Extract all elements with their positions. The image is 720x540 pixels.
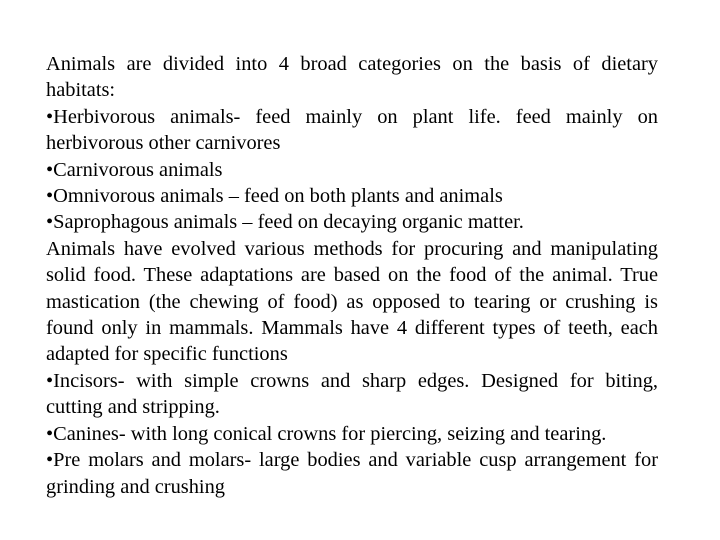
bullet-icon: • bbox=[46, 449, 54, 472]
category-text: Carnivorous animals bbox=[53, 158, 223, 181]
category-item-saprophagous bbox=[46, 209, 658, 235]
teeth-item-molars bbox=[46, 447, 658, 500]
teeth-paragraph: Animals have evolved various methods for procuring and manipulating solid food. These adaptations are based on the food of the animal. True mastication (the chewing of food) as opposed to tearing or crushing is found only in mammals. Mammals have 4 different types of teeth, each adapted for specific functions bbox=[46, 237, 658, 366]
category-item-herbivorous bbox=[46, 104, 658, 157]
intro-paragraph: Animals are divided into 4 broad categories on the basis of dietary habitats: bbox=[46, 53, 658, 102]
bullet-icon: • bbox=[46, 369, 54, 392]
teeth-item-incisors bbox=[46, 368, 658, 421]
slide-text-body bbox=[46, 51, 658, 500]
teeth-text: Canines- with long conical crowns for piercing, seizing and tearing. bbox=[53, 422, 607, 445]
teeth-item-canines bbox=[46, 421, 658, 447]
category-text: Herbivorous animals- feed mainly on plant life. feed mainly on herbivorous other carnivores bbox=[46, 105, 658, 155]
bullet-icon: • bbox=[46, 158, 54, 181]
teeth-text: Pre molars and molars- large bodies and variable cusp arrangement for grinding and crushing bbox=[46, 449, 658, 498]
bullet-icon: • bbox=[46, 185, 54, 208]
category-text: Omnivorous animals – feed on both plants and animals bbox=[53, 185, 503, 208]
bullet-icon: • bbox=[46, 211, 54, 234]
bullet-icon: • bbox=[46, 422, 54, 445]
category-item-carnivorous bbox=[46, 157, 658, 183]
teeth-text: Incisors- with simple crowns and sharp edges. Designed for biting, cutting and stripping. bbox=[46, 369, 658, 419]
bullet-icon: • bbox=[46, 105, 54, 128]
category-text: Saprophagous animals – feed on decaying organic matter. bbox=[53, 211, 524, 234]
category-item-omnivorous bbox=[46, 183, 658, 209]
